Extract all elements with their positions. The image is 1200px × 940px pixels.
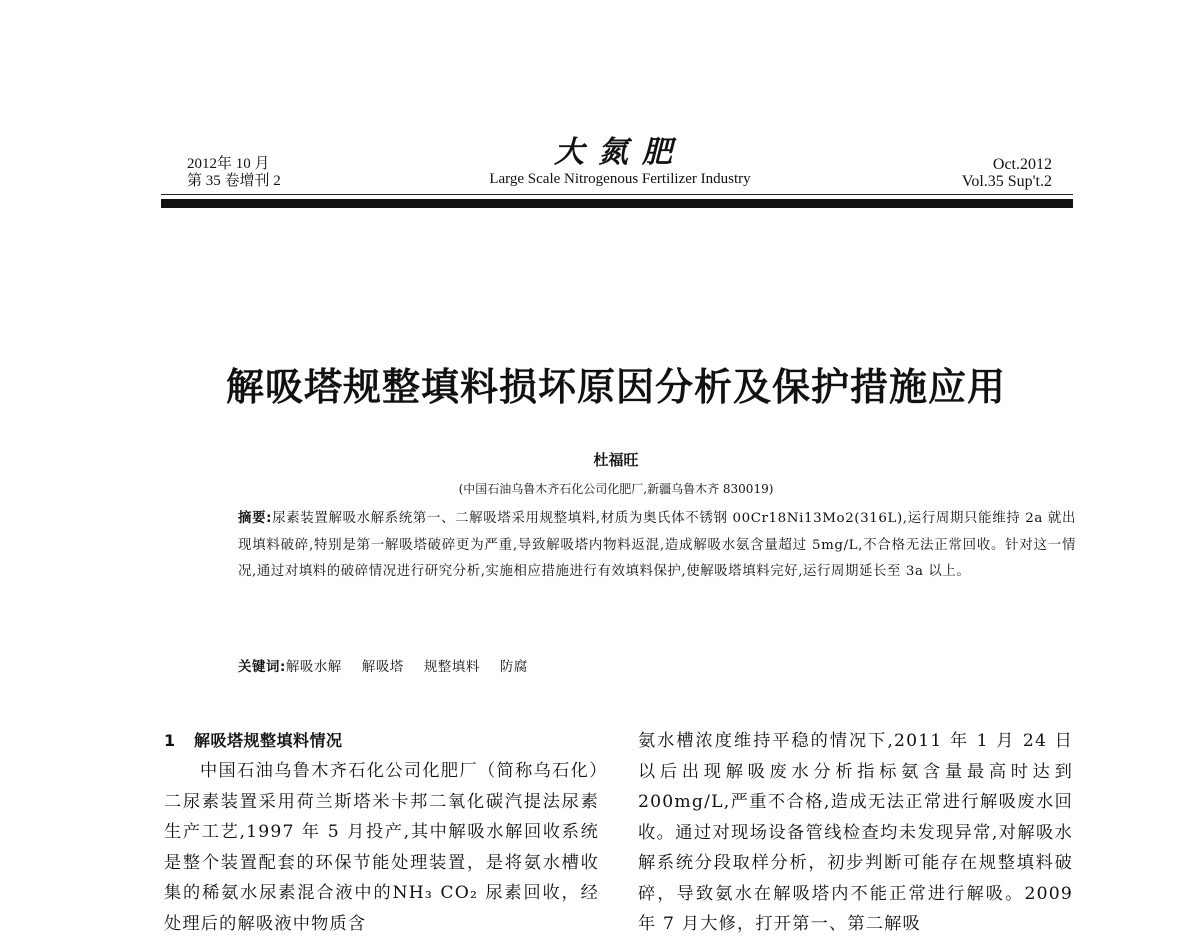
section-heading xyxy=(164,726,599,756)
keywords-label: 关键词: xyxy=(238,660,286,675)
journal-name-en: Large Scale Nitrogenous Fertilizer Industry xyxy=(489,171,751,187)
section-title: 解吸塔规整填料情况 xyxy=(194,731,343,750)
journal-masthead xyxy=(460,136,780,188)
body-paragraph: 中国石油乌鲁木齐石化公司化肥厂（简称乌石化）二尿素装置采用荷兰斯塔米卡邦二氧化碳汽提法尿素生产工艺,1997 年 5 月投产,其中解吸水解回收系统是整个装置配套的环保节能处理装置，是将氨水槽收集的稀氨水尿素混合液中的NH₃ CO₂ 尿素回收，经处理后的解吸液中物质含 xyxy=(164,761,599,934)
keyword: 解吸水解 xyxy=(285,660,342,675)
section-number: 1 xyxy=(164,731,176,750)
keyword: 规整填料 xyxy=(423,660,480,675)
header-issue-date-cn xyxy=(187,156,281,190)
journal-logo: 大氮肥 xyxy=(554,135,686,170)
header-rule-thin xyxy=(161,194,1073,195)
header-rule-thick xyxy=(161,199,1073,208)
header-volume-en: Vol.35 Sup't.2 xyxy=(961,173,1052,190)
article-affiliation: (中国石油乌鲁木齐石化公司化肥厂,新疆乌鲁木齐 830019) xyxy=(458,482,774,496)
header-date-en: Oct.2012 xyxy=(992,156,1052,173)
body-column-left xyxy=(164,726,599,939)
keywords xyxy=(238,656,548,675)
article-title: 解吸塔规整填料损坏原因分析及保护措施应用 xyxy=(225,365,1006,409)
keyword: 防腐 xyxy=(499,660,528,675)
abstract-text: 尿素装置解吸水解系统第一、二解吸塔采用规整填料,材质为奥氏体不锈钢 00Cr18Ni13Mo2(316L),运行周期只能维持 2a 就出现填料破碎,特别是第一解吸塔破碎更为严重,导致解吸塔内物料返混,造成解吸水氨含量超过 5mg/L,不合格无法正常回收。针对这一情况,通过对填料的破碎情况进行研究分析,实施相应措施进行有效填料保护,使解吸塔填料完好,运行周期延长至 3a 以上。 xyxy=(238,511,1076,579)
header-issue-date-en xyxy=(962,156,1052,190)
body-paragraph: 氨水槽浓度维持平稳的情况下,2011 年 1 月 24 日以后出现解吸废水分析指标氨含量最高时达到200mg/L,严重不合格,造成无法正常进行解吸废水回收。通过对现场设备管线检查均未发现异常,对解吸水解系统分段取样分析，初步判断可能存在规整填料破碎，导致氨水在解吸塔内不能正常进行解吸。2009 年 7 月大修，打开第一、第二解吸 xyxy=(638,731,1073,934)
header-volume-cn: 第 35 卷增刊 2 xyxy=(187,173,281,189)
keyword: 解吸塔 xyxy=(361,660,404,675)
abstract xyxy=(204,506,1076,586)
body-column-right xyxy=(638,726,1073,940)
article-author: 杜福旺 xyxy=(593,451,639,469)
abstract-label: 摘要: xyxy=(238,511,273,526)
header-date-cn: 2012年 10 月 xyxy=(187,156,270,172)
